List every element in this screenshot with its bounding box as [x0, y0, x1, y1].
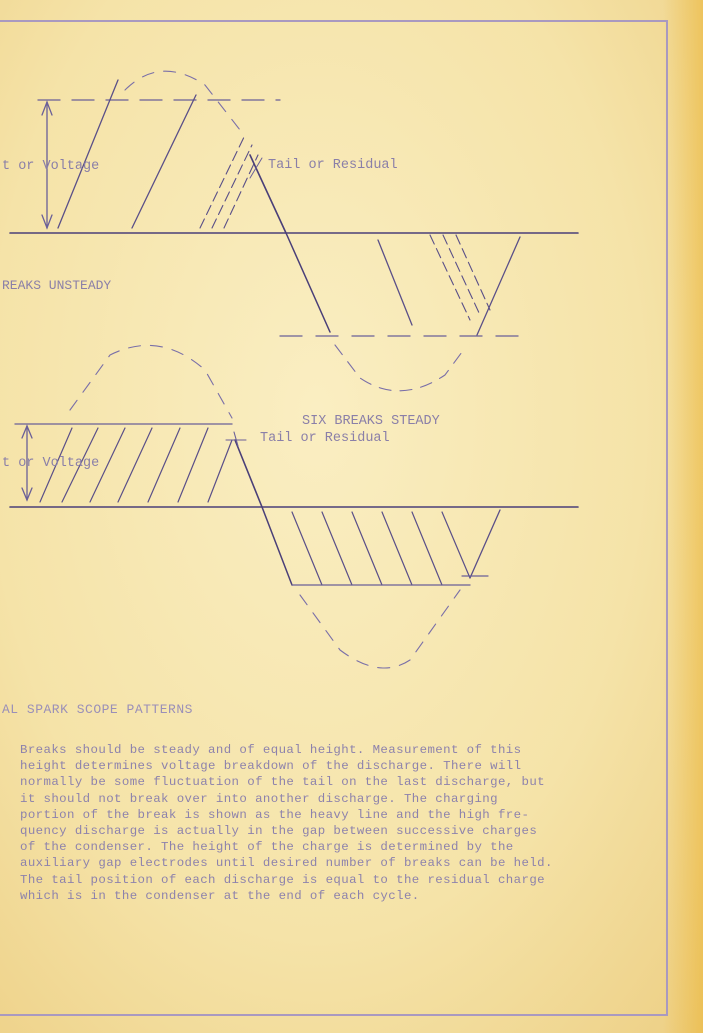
diagram2-tail-label: Tail or Residual: [260, 431, 390, 446]
description-paragraph: [20, 742, 620, 904]
paragraph-line: The tail position of each discharge is equal to the residual charge: [20, 872, 545, 887]
negative-stroke: [382, 512, 412, 585]
diagram2-title: SIX BREAKS STEADY: [302, 414, 440, 429]
negative-stroke: [292, 512, 322, 585]
negative-stroke-dashed: [456, 235, 490, 310]
negative-rising-stroke: [470, 510, 500, 578]
sine-envelope-top-dashed: [70, 345, 232, 418]
paragraph-line: normally be some fluctuation of the tail on the last discharge, but: [20, 775, 545, 790]
tail-line: [235, 440, 262, 507]
negative-rising-stroke: [477, 237, 520, 335]
diagram1-status-label: REAKS UNSTEADY: [2, 278, 112, 293]
break-stroke: [148, 428, 180, 502]
diagram1-voltage-label: t or Voltage: [2, 159, 100, 174]
diagram-unsteady-breaks: [10, 71, 578, 391]
tail-line: [286, 233, 330, 332]
paragraph-line: Breaks should be steady and of equal height. Measurement of this: [20, 743, 522, 757]
negative-stroke: [442, 512, 470, 578]
negative-stroke: [378, 240, 412, 325]
paragraph-line: it should not break over into another discharge. The charging: [20, 791, 498, 806]
sine-envelope-bottom-dashed: [300, 590, 460, 668]
negative-stroke-dashed: [430, 235, 470, 320]
break-stroke: [118, 428, 152, 502]
figure-caption: AL SPARK SCOPE PATTERNS: [2, 702, 193, 717]
paragraph-line: of the condenser. The height of the charge is determined by the: [20, 840, 514, 855]
negative-stroke: [412, 512, 442, 585]
paragraph-line: auxiliary gap electrodes until desired number of breaks can be held.: [20, 856, 553, 871]
paragraph-line: quency discharge is actually in the gap between successive charges: [20, 824, 538, 839]
tail-line: [262, 507, 292, 585]
diagram-six-breaks-steady: [10, 345, 578, 668]
negative-stroke: [352, 512, 382, 585]
break-stroke: [208, 440, 232, 502]
break-stroke: [178, 428, 208, 502]
break-stroke: [58, 80, 118, 228]
diagram2-voltage-label: t or Voltage: [2, 456, 100, 471]
diagram1-tail-label: Tail or Residual: [268, 158, 398, 173]
paragraph-line: portion of the break is shown as the heavy line and the high fre-: [20, 807, 530, 822]
break-stroke-dashed: [212, 145, 252, 228]
break-stroke: [132, 95, 196, 228]
sine-envelope-bottom-dashed: [335, 345, 462, 391]
break-stroke-dashed: [200, 135, 245, 228]
paragraph-line: height determines voltage breakdown of the discharge. There will: [20, 759, 522, 774]
paragraph-line: which is in the condenser at the end of each cycle.: [20, 888, 420, 903]
negative-stroke: [322, 512, 352, 585]
